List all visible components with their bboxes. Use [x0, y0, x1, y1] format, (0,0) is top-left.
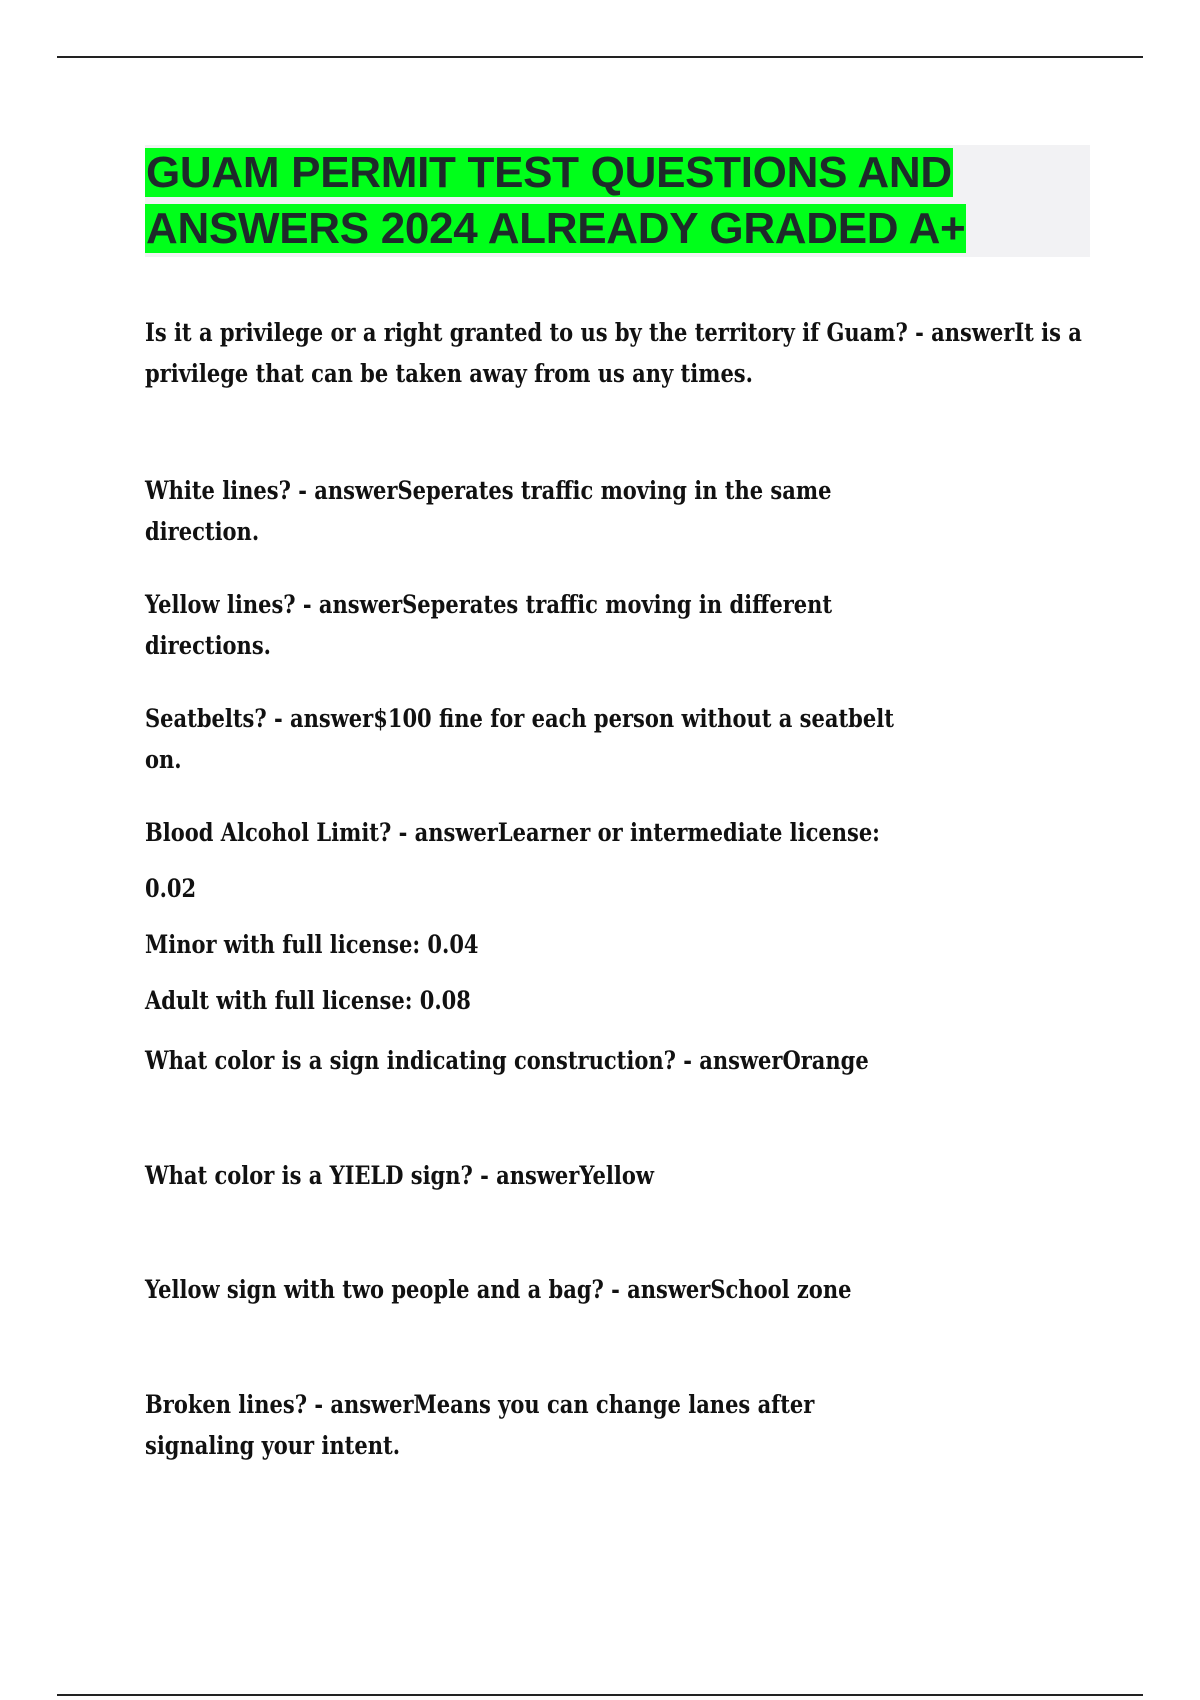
- qa-item-yield-sign: What color is a YIELD sign? - answerYellow: [145, 1161, 654, 1190]
- title-line-2: ANSWERS 2024 ALREADY GRADED A+: [146, 204, 966, 253]
- qa-item-broken-lines: Broken lines? - answerMeans you can change lanes after signaling your intent.: [145, 1390, 815, 1460]
- qa-line: Minor with full license: 0.04: [145, 930, 479, 959]
- qa-item-seatbelts: Seatbelts? - answer$100 fine for each person without a seatbelt on.: [145, 704, 894, 774]
- qa-line: Adult with full license: 0.08: [145, 986, 471, 1015]
- qa-line: Blood Alcohol Limit? - answerLearner or intermediate license: 0.02: [145, 818, 880, 903]
- title-line-1: GUAM PERMIT TEST QUESTIONS AND: [146, 148, 952, 197]
- qa-item-school-zone: Yellow sign with two people and a bag? - answerSchool zone: [145, 1275, 852, 1304]
- document-title-block: [145, 145, 1090, 257]
- qa-item-construction-sign: What color is a sign indicating construction? - answerOrange: [145, 1046, 869, 1075]
- qa-item-yellow-lines: Yellow lines? - answerSeperates traffic moving in different directions.: [145, 590, 833, 660]
- header-rule: [57, 56, 1143, 58]
- qa-item-blood-alcohol: [145, 805, 926, 1029]
- footer-rule: [57, 1694, 1143, 1696]
- qa-item-privilege: Is it a privilege or a right granted to us by the territory if Guam? - answerIt is a privilege that can be taken away from us any times.: [145, 318, 1082, 388]
- document-title: [145, 145, 1090, 257]
- qa-item-white-lines: White lines? - answerSeperates traffic moving in the same direction.: [145, 476, 832, 546]
